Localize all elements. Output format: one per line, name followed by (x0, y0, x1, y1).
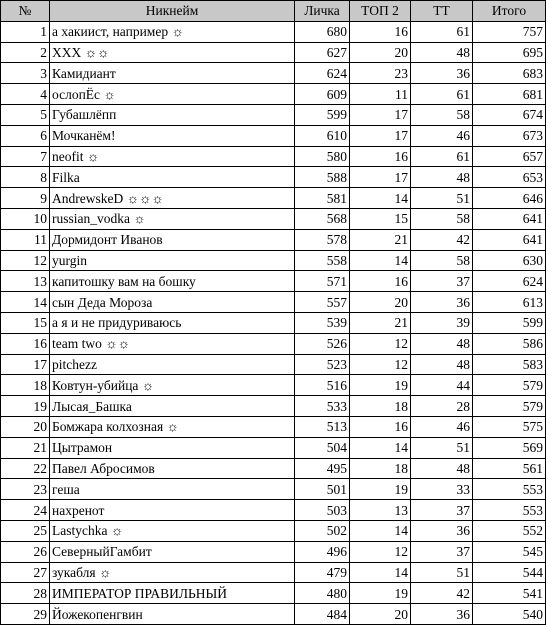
cell-rank: 16 (1, 333, 50, 354)
cell-rank: 23 (1, 479, 50, 500)
cell-tt: 39 (411, 312, 473, 333)
cell-rank: 13 (1, 271, 50, 292)
table-row (1, 292, 546, 313)
cell-rank: 25 (1, 520, 50, 541)
cell-tt: 58 (411, 208, 473, 229)
cell-nickname: гешa (50, 479, 295, 500)
cell-personal: 558 (295, 250, 350, 271)
cell-top2: 16 (350, 271, 411, 292)
cell-tt: 48 (411, 333, 473, 354)
table-row (1, 63, 546, 84)
cell-nickname: neofit ☼ (50, 146, 295, 167)
cell-rank: 8 (1, 167, 50, 188)
table-row (1, 396, 546, 417)
table-row (1, 520, 546, 541)
cell-total: 641 (473, 208, 546, 229)
cell-personal: 502 (295, 520, 350, 541)
table-row (1, 188, 546, 209)
cell-tt: 33 (411, 479, 473, 500)
cell-tt: 37 (411, 500, 473, 521)
cell-top2: 18 (350, 396, 411, 417)
cell-rank: 22 (1, 458, 50, 479)
cell-top2: 12 (350, 354, 411, 375)
table-row (1, 562, 546, 583)
cell-nickname: Бомжара колхозная ☼ (50, 416, 295, 437)
cell-rank: 10 (1, 208, 50, 229)
cell-personal: 627 (295, 42, 350, 63)
cell-rank: 12 (1, 250, 50, 271)
cell-top2: 16 (350, 416, 411, 437)
cell-tt: 37 (411, 541, 473, 562)
cell-rank: 15 (1, 312, 50, 333)
cell-tt: 36 (411, 520, 473, 541)
cell-rank: 5 (1, 104, 50, 125)
cell-top2: 17 (350, 167, 411, 188)
cell-top2: 14 (350, 520, 411, 541)
cell-total: 683 (473, 63, 546, 84)
cell-nickname: pitchezz (50, 354, 295, 375)
cell-tt: 48 (411, 458, 473, 479)
cell-rank: 27 (1, 562, 50, 583)
cell-top2: 14 (350, 188, 411, 209)
cell-personal: 504 (295, 437, 350, 458)
cell-personal: 526 (295, 333, 350, 354)
cell-top2: 17 (350, 104, 411, 125)
table-row (1, 458, 546, 479)
table-row (1, 416, 546, 437)
cell-personal: 479 (295, 562, 350, 583)
cell-nickname: Цытрамон (50, 437, 295, 458)
cell-personal: 571 (295, 271, 350, 292)
cell-personal: 610 (295, 125, 350, 146)
cell-top2: 21 (350, 229, 411, 250)
cell-total: 586 (473, 333, 546, 354)
cell-personal: 568 (295, 208, 350, 229)
cell-personal: 588 (295, 167, 350, 188)
cell-tt: 58 (411, 104, 473, 125)
cell-personal: 557 (295, 292, 350, 313)
table-row (1, 375, 546, 396)
cell-personal: 480 (295, 583, 350, 604)
cell-nickname: ИМПЕРАТОР ПРАВИЛЬНЫЙ (50, 583, 295, 604)
cell-total: 599 (473, 312, 546, 333)
cell-total: 613 (473, 292, 546, 313)
cell-personal: 599 (295, 104, 350, 125)
cell-nickname: yurgin (50, 250, 295, 271)
cell-tt: 46 (411, 125, 473, 146)
cell-rank: 18 (1, 375, 50, 396)
cell-top2: 14 (350, 250, 411, 271)
table-row (1, 604, 546, 625)
cell-nickname: зукабля ☼ (50, 562, 295, 583)
cell-nickname: russian_vodka ☼ (50, 208, 295, 229)
cell-top2: 20 (350, 42, 411, 63)
cell-tt: 51 (411, 562, 473, 583)
table-row (1, 250, 546, 271)
table-row (1, 42, 546, 63)
table-row (1, 500, 546, 521)
cell-nickname: а я и не придуриваюсь (50, 312, 295, 333)
table-row (1, 583, 546, 604)
cell-tt: 28 (411, 396, 473, 417)
cell-total: 695 (473, 42, 546, 63)
col-header-total: Итого (473, 1, 546, 22)
cell-tt: 51 (411, 437, 473, 458)
col-header-personal: Личка (295, 1, 350, 22)
cell-rank: 24 (1, 500, 50, 521)
cell-top2: 16 (350, 21, 411, 42)
cell-personal: 513 (295, 416, 350, 437)
table-row (1, 541, 546, 562)
cell-personal: 581 (295, 188, 350, 209)
cell-top2: 14 (350, 437, 411, 458)
cell-tt: 36 (411, 63, 473, 84)
cell-total: 673 (473, 125, 546, 146)
cell-tt: 61 (411, 21, 473, 42)
cell-top2: 20 (350, 292, 411, 313)
table-row (1, 437, 546, 458)
cell-tt: 48 (411, 42, 473, 63)
cell-rank: 2 (1, 42, 50, 63)
cell-rank: 14 (1, 292, 50, 313)
cell-total: 646 (473, 188, 546, 209)
cell-top2: 23 (350, 63, 411, 84)
cell-total: 541 (473, 583, 546, 604)
cell-nickname: Мочканём! (50, 125, 295, 146)
cell-top2: 21 (350, 312, 411, 333)
cell-total: 561 (473, 458, 546, 479)
cell-rank: 9 (1, 188, 50, 209)
cell-personal: 516 (295, 375, 350, 396)
cell-personal: 578 (295, 229, 350, 250)
col-header-top2: ТОП 2 (350, 1, 411, 22)
cell-rank: 21 (1, 437, 50, 458)
cell-nickname: СеверныйГамбит (50, 541, 295, 562)
cell-rank: 7 (1, 146, 50, 167)
cell-tt: 58 (411, 250, 473, 271)
cell-top2: 19 (350, 375, 411, 396)
cell-personal: 680 (295, 21, 350, 42)
cell-rank: 26 (1, 541, 50, 562)
table-row (1, 479, 546, 500)
cell-total: 553 (473, 479, 546, 500)
cell-rank: 3 (1, 63, 50, 84)
table-row (1, 125, 546, 146)
cell-total: 641 (473, 229, 546, 250)
cell-nickname: нахренот (50, 500, 295, 521)
cell-tt: 48 (411, 167, 473, 188)
cell-nickname: AndrewskeD ☼☼☼ (50, 188, 295, 209)
cell-rank: 6 (1, 125, 50, 146)
cell-total: 579 (473, 396, 546, 417)
cell-personal: 609 (295, 84, 350, 105)
cell-nickname: Камидиант (50, 63, 295, 84)
cell-personal: 624 (295, 63, 350, 84)
table-row (1, 271, 546, 292)
col-header-nickname: Никнейм (50, 1, 295, 22)
table-row (1, 354, 546, 375)
cell-nickname: team two ☼☼ (50, 333, 295, 354)
cell-top2: 12 (350, 541, 411, 562)
cell-total: 657 (473, 146, 546, 167)
cell-rank: 11 (1, 229, 50, 250)
table-row (1, 312, 546, 333)
cell-nickname: сын Деда Мороза (50, 292, 295, 313)
cell-nickname: а хакиист, например ☼ (50, 21, 295, 42)
table-row (1, 21, 546, 42)
cell-tt: 42 (411, 229, 473, 250)
cell-nickname: XXX ☼☼ (50, 42, 295, 63)
cell-rank: 19 (1, 396, 50, 417)
cell-nickname: Йожекопенгвин (50, 604, 295, 625)
cell-rank: 4 (1, 84, 50, 105)
cell-nickname: Дормидонт Иванов (50, 229, 295, 250)
table-row (1, 333, 546, 354)
cell-nickname: ослопЁс ☼ (50, 84, 295, 105)
cell-tt: 36 (411, 604, 473, 625)
cell-rank: 1 (1, 21, 50, 42)
cell-nickname: Губашлёпп (50, 104, 295, 125)
cell-total: 674 (473, 104, 546, 125)
cell-personal: 496 (295, 541, 350, 562)
cell-total: 630 (473, 250, 546, 271)
header-row (1, 1, 546, 22)
cell-total: 681 (473, 84, 546, 105)
cell-tt: 37 (411, 271, 473, 292)
cell-top2: 13 (350, 500, 411, 521)
cell-top2: 16 (350, 146, 411, 167)
table-body (1, 21, 546, 624)
cell-total: 553 (473, 500, 546, 521)
cell-top2: 20 (350, 604, 411, 625)
cell-nickname: Лысая_Башка (50, 396, 295, 417)
cell-tt: 51 (411, 188, 473, 209)
cell-top2: 14 (350, 562, 411, 583)
cell-tt: 42 (411, 583, 473, 604)
cell-top2: 17 (350, 125, 411, 146)
cell-personal: 503 (295, 500, 350, 521)
cell-top2: 15 (350, 208, 411, 229)
cell-personal: 484 (295, 604, 350, 625)
cell-total: 583 (473, 354, 546, 375)
cell-total: 569 (473, 437, 546, 458)
table-row (1, 208, 546, 229)
cell-tt: 61 (411, 146, 473, 167)
cell-total: 544 (473, 562, 546, 583)
table-row (1, 146, 546, 167)
cell-nickname: Павел Абросимов (50, 458, 295, 479)
cell-personal: 580 (295, 146, 350, 167)
cell-rank: 20 (1, 416, 50, 437)
cell-personal: 501 (295, 479, 350, 500)
cell-total: 653 (473, 167, 546, 188)
cell-total: 624 (473, 271, 546, 292)
cell-top2: 19 (350, 583, 411, 604)
table-row (1, 84, 546, 105)
cell-total: 540 (473, 604, 546, 625)
cell-top2: 19 (350, 479, 411, 500)
table-row (1, 167, 546, 188)
cell-tt: 46 (411, 416, 473, 437)
cell-rank: 29 (1, 604, 50, 625)
cell-nickname: Ковтун-убийца ☼ (50, 375, 295, 396)
cell-total: 545 (473, 541, 546, 562)
cell-total: 575 (473, 416, 546, 437)
col-header-tt: ТТ (411, 1, 473, 22)
cell-personal: 533 (295, 396, 350, 417)
cell-total: 579 (473, 375, 546, 396)
cell-tt: 61 (411, 84, 473, 105)
cell-tt: 36 (411, 292, 473, 313)
cell-nickname: капитошку вам на бошку (50, 271, 295, 292)
col-header-number: № (1, 1, 50, 22)
cell-top2: 11 (350, 84, 411, 105)
cell-top2: 18 (350, 458, 411, 479)
cell-personal: 495 (295, 458, 350, 479)
cell-total: 552 (473, 520, 546, 541)
cell-total: 757 (473, 21, 546, 42)
cell-rank: 28 (1, 583, 50, 604)
cell-tt: 48 (411, 354, 473, 375)
table-row (1, 229, 546, 250)
cell-top2: 12 (350, 333, 411, 354)
cell-nickname: Filka (50, 167, 295, 188)
cell-personal: 523 (295, 354, 350, 375)
table-row (1, 104, 546, 125)
cell-personal: 539 (295, 312, 350, 333)
cell-tt: 44 (411, 375, 473, 396)
cell-rank: 17 (1, 354, 50, 375)
cell-nickname: Lastychka ☼ (50, 520, 295, 541)
